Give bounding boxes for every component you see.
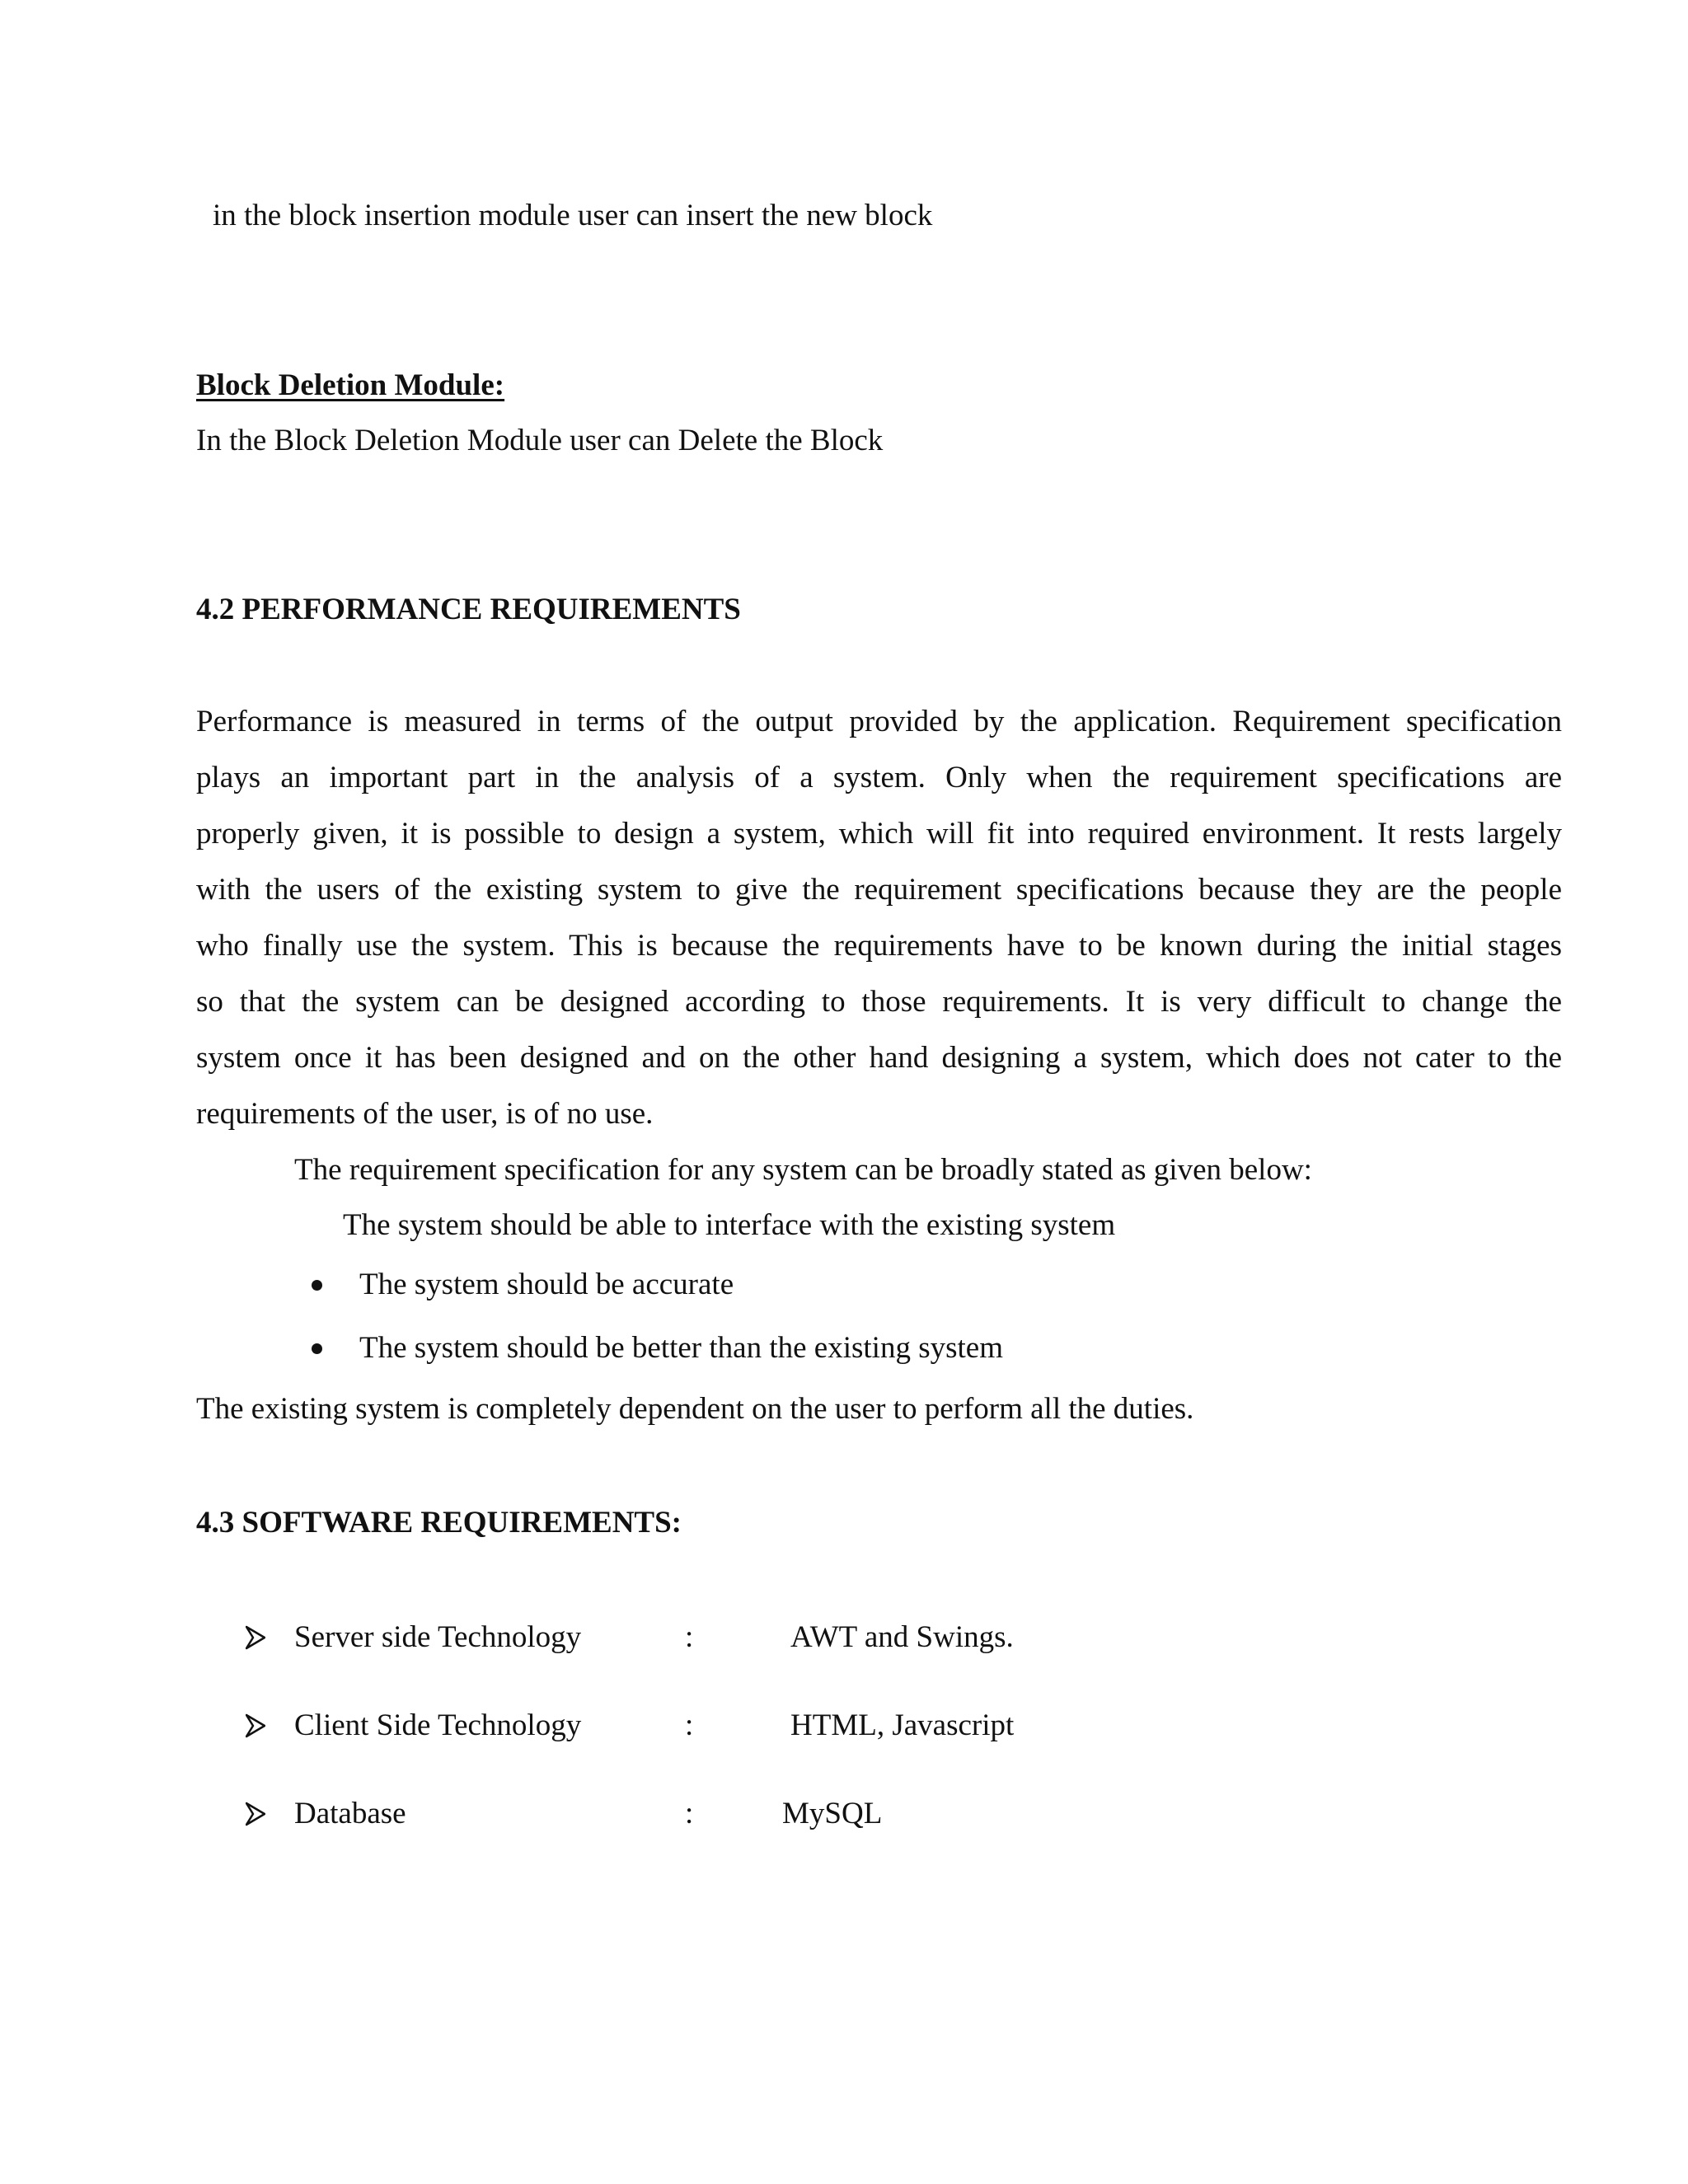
software-heading: 4.3 SOFTWARE REQUIREMENTS: [196,1506,682,1540]
performance-paragraph-line: who finally use the system. This is because the requirements have to be known during the initial stages [196,929,1562,963]
bullet-icon [312,1343,322,1354]
spec-bullet-item: The system should be accurate [359,1268,734,1301]
performance-closing: The existing system is completely dependent on the user to perform all the duties. [196,1392,1194,1426]
performance-paragraph-line: so that the system can be designed according to those requirements. It is very difficult to change the [196,985,1562,1019]
software-item-value: AWT and Swings. [790,1620,1014,1654]
block-deletion-text: In the Block Deletion Module user can Delete the Block [196,424,884,457]
bullet-icon [312,1280,322,1291]
performance-paragraph-line: with the users of the existing system to give the requirement specifications because they are the people [196,873,1562,907]
software-item-value: HTML, Javascript [790,1708,1015,1742]
spec-bullet-item: The system should be better than the existing system [359,1331,1003,1365]
software-item-separator: : [685,1797,694,1830]
performance-paragraph-line: system once it has been designed and on the other hand designing a system, which does not cater to the [196,1041,1562,1075]
intro-text: in the block insertion module user can insert the new block [213,199,933,232]
software-item-label: Server side Technology [294,1620,582,1654]
software-item-label: Database [294,1797,406,1830]
software-item-separator: : [685,1620,694,1654]
software-item-value: MySQL [782,1797,883,1830]
performance-heading: 4.2 PERFORMANCE REQUIREMENTS [196,593,741,626]
spec-intro: The requirement specification for any system can be broadly stated as given below: [294,1153,1312,1187]
performance-paragraph-line: requirements of the user, is of no use. [196,1097,654,1131]
software-item-label: Client Side Technology [294,1708,582,1742]
performance-paragraph-line: properly given, it is possible to design a system, which will fit into required environment. It rests largely [196,817,1562,851]
performance-paragraph-line: plays an important part in the analysis of a system. Only when the requirement specifications are [196,761,1562,794]
arrow-bullet-icon [246,1713,265,1738]
arrow-bullet-icon [246,1625,265,1650]
block-deletion-heading: Block Deletion Module: [196,368,505,402]
spec-first-item: The system should be able to interface with the existing system [343,1208,1116,1242]
performance-paragraph-line: Performance is measured in terms of the output provided by the application. Requirement specification [196,705,1562,738]
arrow-bullet-icon [246,1802,265,1826]
software-item-separator: : [685,1708,694,1742]
